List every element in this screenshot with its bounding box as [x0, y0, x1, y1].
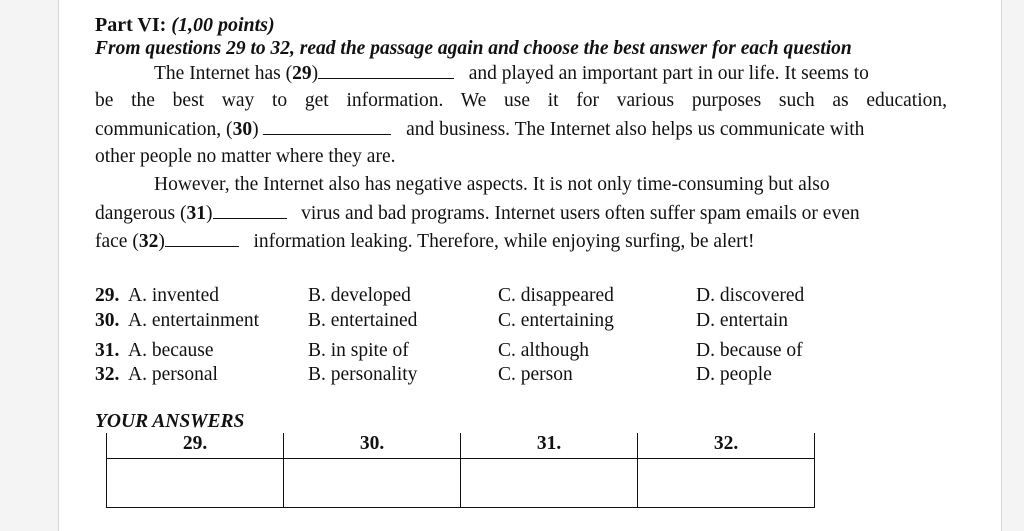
passage-text: and played an important part in our life. It seems to — [468, 63, 869, 84]
passage-text: ) — [158, 231, 165, 252]
option-a: A. invented — [128, 285, 219, 306]
answer-header-29: 29. — [107, 433, 284, 459]
question-number-30: 30 — [232, 119, 253, 140]
answer-cell-29[interactable] — [107, 459, 284, 508]
passage-text: virus and bad programs. Internet users often suffer spam emails or even — [301, 203, 860, 224]
answer-cell-32[interactable] — [638, 459, 815, 508]
answer-header-row — [107, 433, 815, 459]
question-number: 30. — [95, 310, 120, 331]
option-a: A. entertainment — [128, 310, 260, 331]
passage-text: ) — [252, 119, 259, 140]
answer-cell-30[interactable] — [284, 459, 461, 508]
option-c: C. although — [498, 340, 589, 361]
option-d: D. because of — [696, 340, 803, 361]
part-title: Part VI: — [95, 14, 167, 36]
passage-text: ) — [206, 203, 213, 224]
option-a: A. because — [128, 340, 214, 361]
question-number: 29. — [95, 285, 120, 306]
passage-line-2: be the best way to get information. We use it for various purposes such as education, — [95, 90, 947, 111]
answer-header-31: 31. — [461, 433, 638, 459]
option-c: C. entertaining — [498, 310, 614, 331]
part-heading — [95, 13, 275, 37]
blank-32 — [165, 229, 239, 247]
option-d: D. entertain — [696, 310, 789, 331]
passage-text: dangerous ( — [95, 203, 187, 224]
option-b: B. personality — [308, 364, 418, 385]
passage-text: face ( — [95, 231, 139, 252]
passage-line-5: However, the Internet also has negative aspects. It is not only time-consuming but also — [154, 174, 830, 195]
answers-heading: YOUR ANSWERS — [95, 411, 245, 432]
question-number-31: 31 — [186, 203, 207, 224]
passage-line-4: other people no matter where they are. — [95, 146, 396, 167]
option-b: B. developed — [308, 285, 411, 306]
answer-header-32: 32. — [638, 433, 815, 459]
passage-text: communication, ( — [95, 119, 233, 140]
option-d: D. discovered — [696, 285, 805, 306]
passage-text: The Internet has ( — [154, 63, 293, 84]
answer-table — [106, 433, 815, 508]
passage-text: and business. The Internet also helps us communicate with — [406, 119, 865, 140]
option-b: B. entertained — [308, 310, 418, 331]
blank-29 — [318, 61, 454, 79]
passage-line-1 — [154, 61, 869, 86]
option-a: A. personal — [128, 364, 218, 385]
option-d: D. people — [696, 364, 772, 385]
answer-header-30: 30. — [284, 433, 461, 459]
answer-input-row — [107, 459, 815, 508]
blank-30 — [263, 117, 391, 135]
option-b: B. in spite of — [308, 340, 409, 361]
instruction: From questions 29 to 32, read the passage again and choose the best answer for each question — [95, 38, 852, 59]
passage-line-7 — [95, 229, 755, 254]
question-number: 32. — [95, 364, 120, 385]
passage-text: ) — [311, 63, 319, 84]
answer-cell-31[interactable] — [461, 459, 638, 508]
passage-text: information leaking. Therefore, while enjoying surfing, be alert! — [253, 231, 755, 252]
passage-line-3 — [95, 117, 864, 142]
blank-31 — [213, 201, 287, 219]
part-points: (1,00 points) — [171, 14, 275, 36]
question-number-32: 32 — [138, 231, 159, 252]
question-number-29: 29 — [292, 63, 312, 84]
question-number: 31. — [95, 340, 120, 361]
option-c: C. person — [498, 364, 573, 385]
passage-line-6 — [95, 201, 860, 226]
option-c: C. disappeared — [498, 285, 614, 306]
